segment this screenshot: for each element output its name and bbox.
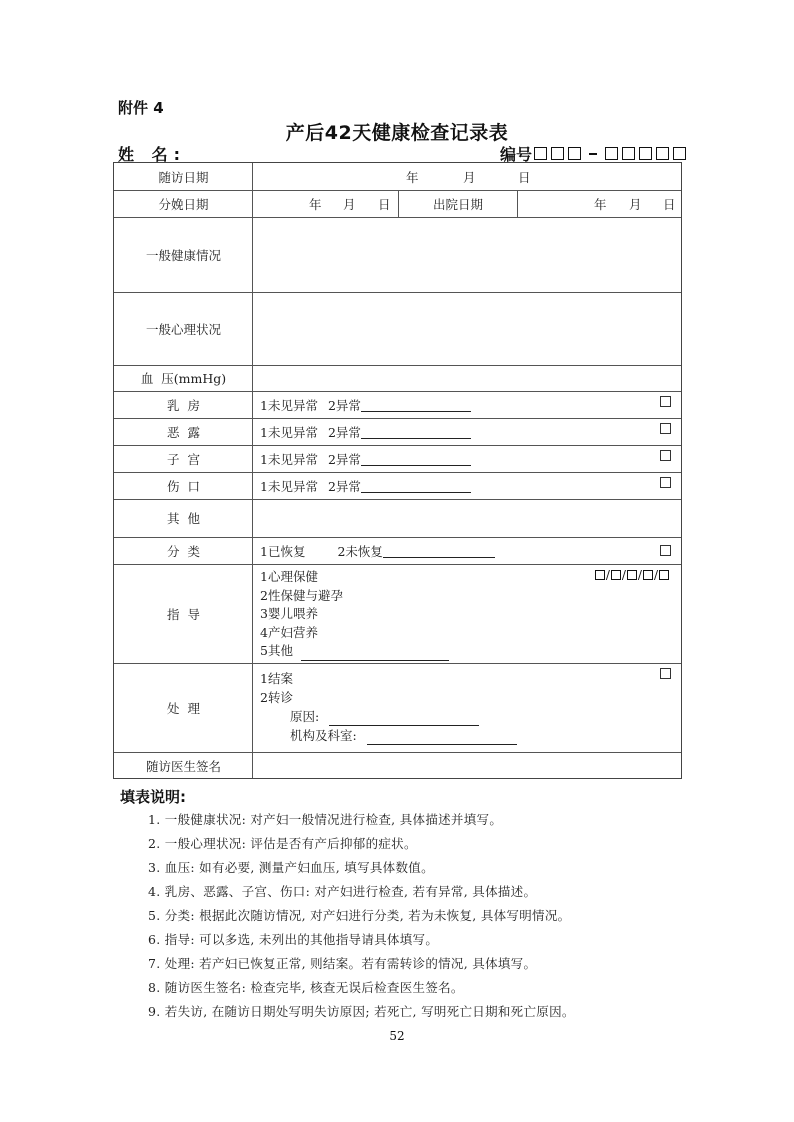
general-health-label: 一般健康情况: [145, 247, 221, 263]
serial-box[interactable]: [568, 147, 581, 160]
serial-box[interactable]: [622, 147, 635, 160]
uterus-label: 子 宫: [167, 451, 200, 467]
serial-box[interactable]: [605, 147, 618, 160]
classification-checkbox[interactable]: [660, 545, 671, 556]
doctor-signature-label: 随访医生签名: [145, 758, 221, 774]
guidance-label: 指 导: [167, 606, 200, 622]
guidance-checkbox[interactable]: [659, 570, 669, 580]
note-item: 5. 分类: 根据此次随访情况, 对产妇进行分类, 若为未恢复, 具体写明情况。: [148, 908, 571, 923]
institution-field[interactable]: [367, 731, 517, 745]
general-mental-label: 一般心理状况: [145, 321, 221, 337]
serial-boxes[interactable]: [534, 147, 690, 160]
visit-date-month: 月: [463, 170, 476, 185]
classification-options: [260, 537, 671, 564]
visit-date-field[interactable]: [253, 163, 681, 190]
health-check-table: [113, 162, 682, 779]
wound-label: 伤 口: [167, 478, 200, 494]
other-label: 其 他: [167, 511, 200, 526]
note-item: 9. 若失访, 在随访日期处写明失访原因; 若死亡, 写明死亡日期和死亡原因。: [148, 1004, 575, 1019]
breast-label: 乳 房: [167, 397, 200, 413]
abnormal-detail-field[interactable]: [361, 479, 471, 493]
lochia-label: 恶 露: [167, 424, 200, 440]
guidance-checkbox[interactable]: [611, 570, 621, 580]
discharge-date-label: 出院日期: [432, 196, 483, 212]
option-normal: 1未见异常: [260, 397, 318, 413]
other-field[interactable]: [253, 499, 681, 537]
handling-label: 处 理: [167, 700, 200, 716]
discharge-date-month: 月: [629, 197, 642, 212]
reason-field[interactable]: [329, 712, 479, 726]
delivery-date-day: 日: [378, 197, 391, 212]
guidance-checkboxes: [595, 568, 669, 582]
serial-box[interactable]: [551, 147, 564, 160]
visit-date-label: 随访日期: [158, 169, 209, 185]
note-item: 6. 指导: 可以多选, 未列出的其他指导请具体填写。: [148, 932, 439, 947]
blood-pressure-field[interactable]: [253, 365, 681, 391]
delivery-date-field[interactable]: [253, 190, 398, 217]
guidance-other-field[interactable]: [301, 647, 449, 661]
visit-date-day: 日: [518, 170, 531, 185]
lochia-options: [260, 418, 671, 445]
delivery-date-month: 月: [343, 197, 356, 212]
abnormal-detail-field[interactable]: [361, 452, 471, 466]
uterus-checkbox[interactable]: [660, 450, 671, 461]
wound-options: [260, 472, 671, 499]
institution-label: 机构及科室:: [290, 728, 357, 743]
note-item: 4. 乳房、恶露、子宫、伤口: 对产妇进行检查, 若有异常, 具体描述。: [148, 884, 537, 899]
discharge-date-field[interactable]: [518, 190, 681, 217]
abnormal-detail-field[interactable]: [361, 398, 471, 412]
note-item: 7. 处理: 若产妇已恢复正常, 则结案。若有需转诊的情况, 具体填写。: [148, 956, 537, 971]
discharge-date-year: 年: [594, 197, 607, 212]
note-item: 8. 随访医生签名: 检查完毕, 核查无误后检查医生签名。: [148, 980, 464, 995]
doctor-signature-field[interactable]: [253, 752, 681, 779]
handling-checkbox[interactable]: [660, 668, 671, 679]
abnormal-detail-field[interactable]: [361, 425, 471, 439]
serial-box[interactable]: [673, 147, 686, 160]
guidance-item: 2性保健与避孕: [260, 587, 343, 603]
discharge-date-day: 日: [663, 197, 676, 212]
checkbox-separator: /: [637, 568, 642, 582]
serial-box[interactable]: [639, 147, 652, 160]
serial-box[interactable]: [534, 147, 547, 160]
guidance-checkbox[interactable]: [643, 570, 653, 580]
option-normal: 1未见异常: [260, 451, 318, 467]
serial-dash: [589, 153, 597, 155]
blood-pressure-label: 血 压(mmHg): [140, 371, 227, 386]
option-close-case: 1结案: [260, 671, 293, 686]
option-normal: 1未见异常: [260, 424, 318, 440]
checkbox-separator: /: [653, 568, 658, 582]
general-mental-field[interactable]: [253, 292, 681, 365]
name-label: 姓 名:: [118, 145, 186, 164]
serial-box[interactable]: [656, 147, 669, 160]
visit-date-year: 年: [406, 170, 419, 185]
checkbox-separator: /: [605, 568, 610, 582]
general-health-field[interactable]: [253, 217, 681, 292]
lochia-checkbox[interactable]: [660, 423, 671, 434]
delivery-date-label: 分娩日期: [158, 196, 209, 212]
reason-label: 原因:: [290, 709, 320, 724]
guidance-checkbox[interactable]: [627, 570, 637, 580]
page-number: 52: [389, 1029, 405, 1043]
checkbox-separator: /: [621, 568, 626, 582]
option-abnormal: 2异常: [327, 397, 361, 413]
guidance-item: 5其他: [260, 643, 293, 658]
guidance-item: 3婴儿喂养: [260, 606, 318, 621]
serial-label: 编号: [500, 145, 533, 164]
notes-title: 填表说明:: [120, 788, 186, 806]
breast-checkbox[interactable]: [660, 396, 671, 407]
attachment-label: 附件 4: [118, 99, 164, 117]
option-referral: 2转诊: [260, 690, 293, 705]
page-title: 产后42天健康检查记录表: [285, 122, 509, 144]
option-abnormal: 2异常: [327, 424, 361, 440]
option-recovered: 1已恢复: [260, 543, 306, 559]
note-item: 3. 血压: 如有必要, 测量产妇血压, 填写具体数值。: [148, 860, 434, 875]
breast-options: [260, 391, 671, 418]
guidance-checkbox[interactable]: [595, 570, 605, 580]
option-abnormal: 2异常: [327, 478, 361, 494]
uterus-options: [260, 445, 671, 472]
classification-label: 分 类: [167, 543, 200, 559]
option-not-recovered: 2未恢复: [337, 543, 383, 559]
option-abnormal: 2异常: [327, 451, 361, 467]
option-normal: 1未见异常: [260, 478, 318, 494]
not-recovered-detail-field[interactable]: [383, 544, 495, 558]
handling-options: [260, 669, 671, 745]
wound-checkbox[interactable]: [660, 477, 671, 488]
guidance-item: 4产妇营养: [260, 624, 318, 640]
delivery-date-year: 年: [309, 197, 322, 212]
guidance-item: 1心理保健: [260, 569, 318, 584]
note-item: 2. 一般心理状况: 评估是否有产后抑郁的症状。: [148, 836, 417, 851]
note-item: 1. 一般健康状况: 对产妇一般情况进行检查, 具体描述并填写。: [148, 812, 503, 827]
